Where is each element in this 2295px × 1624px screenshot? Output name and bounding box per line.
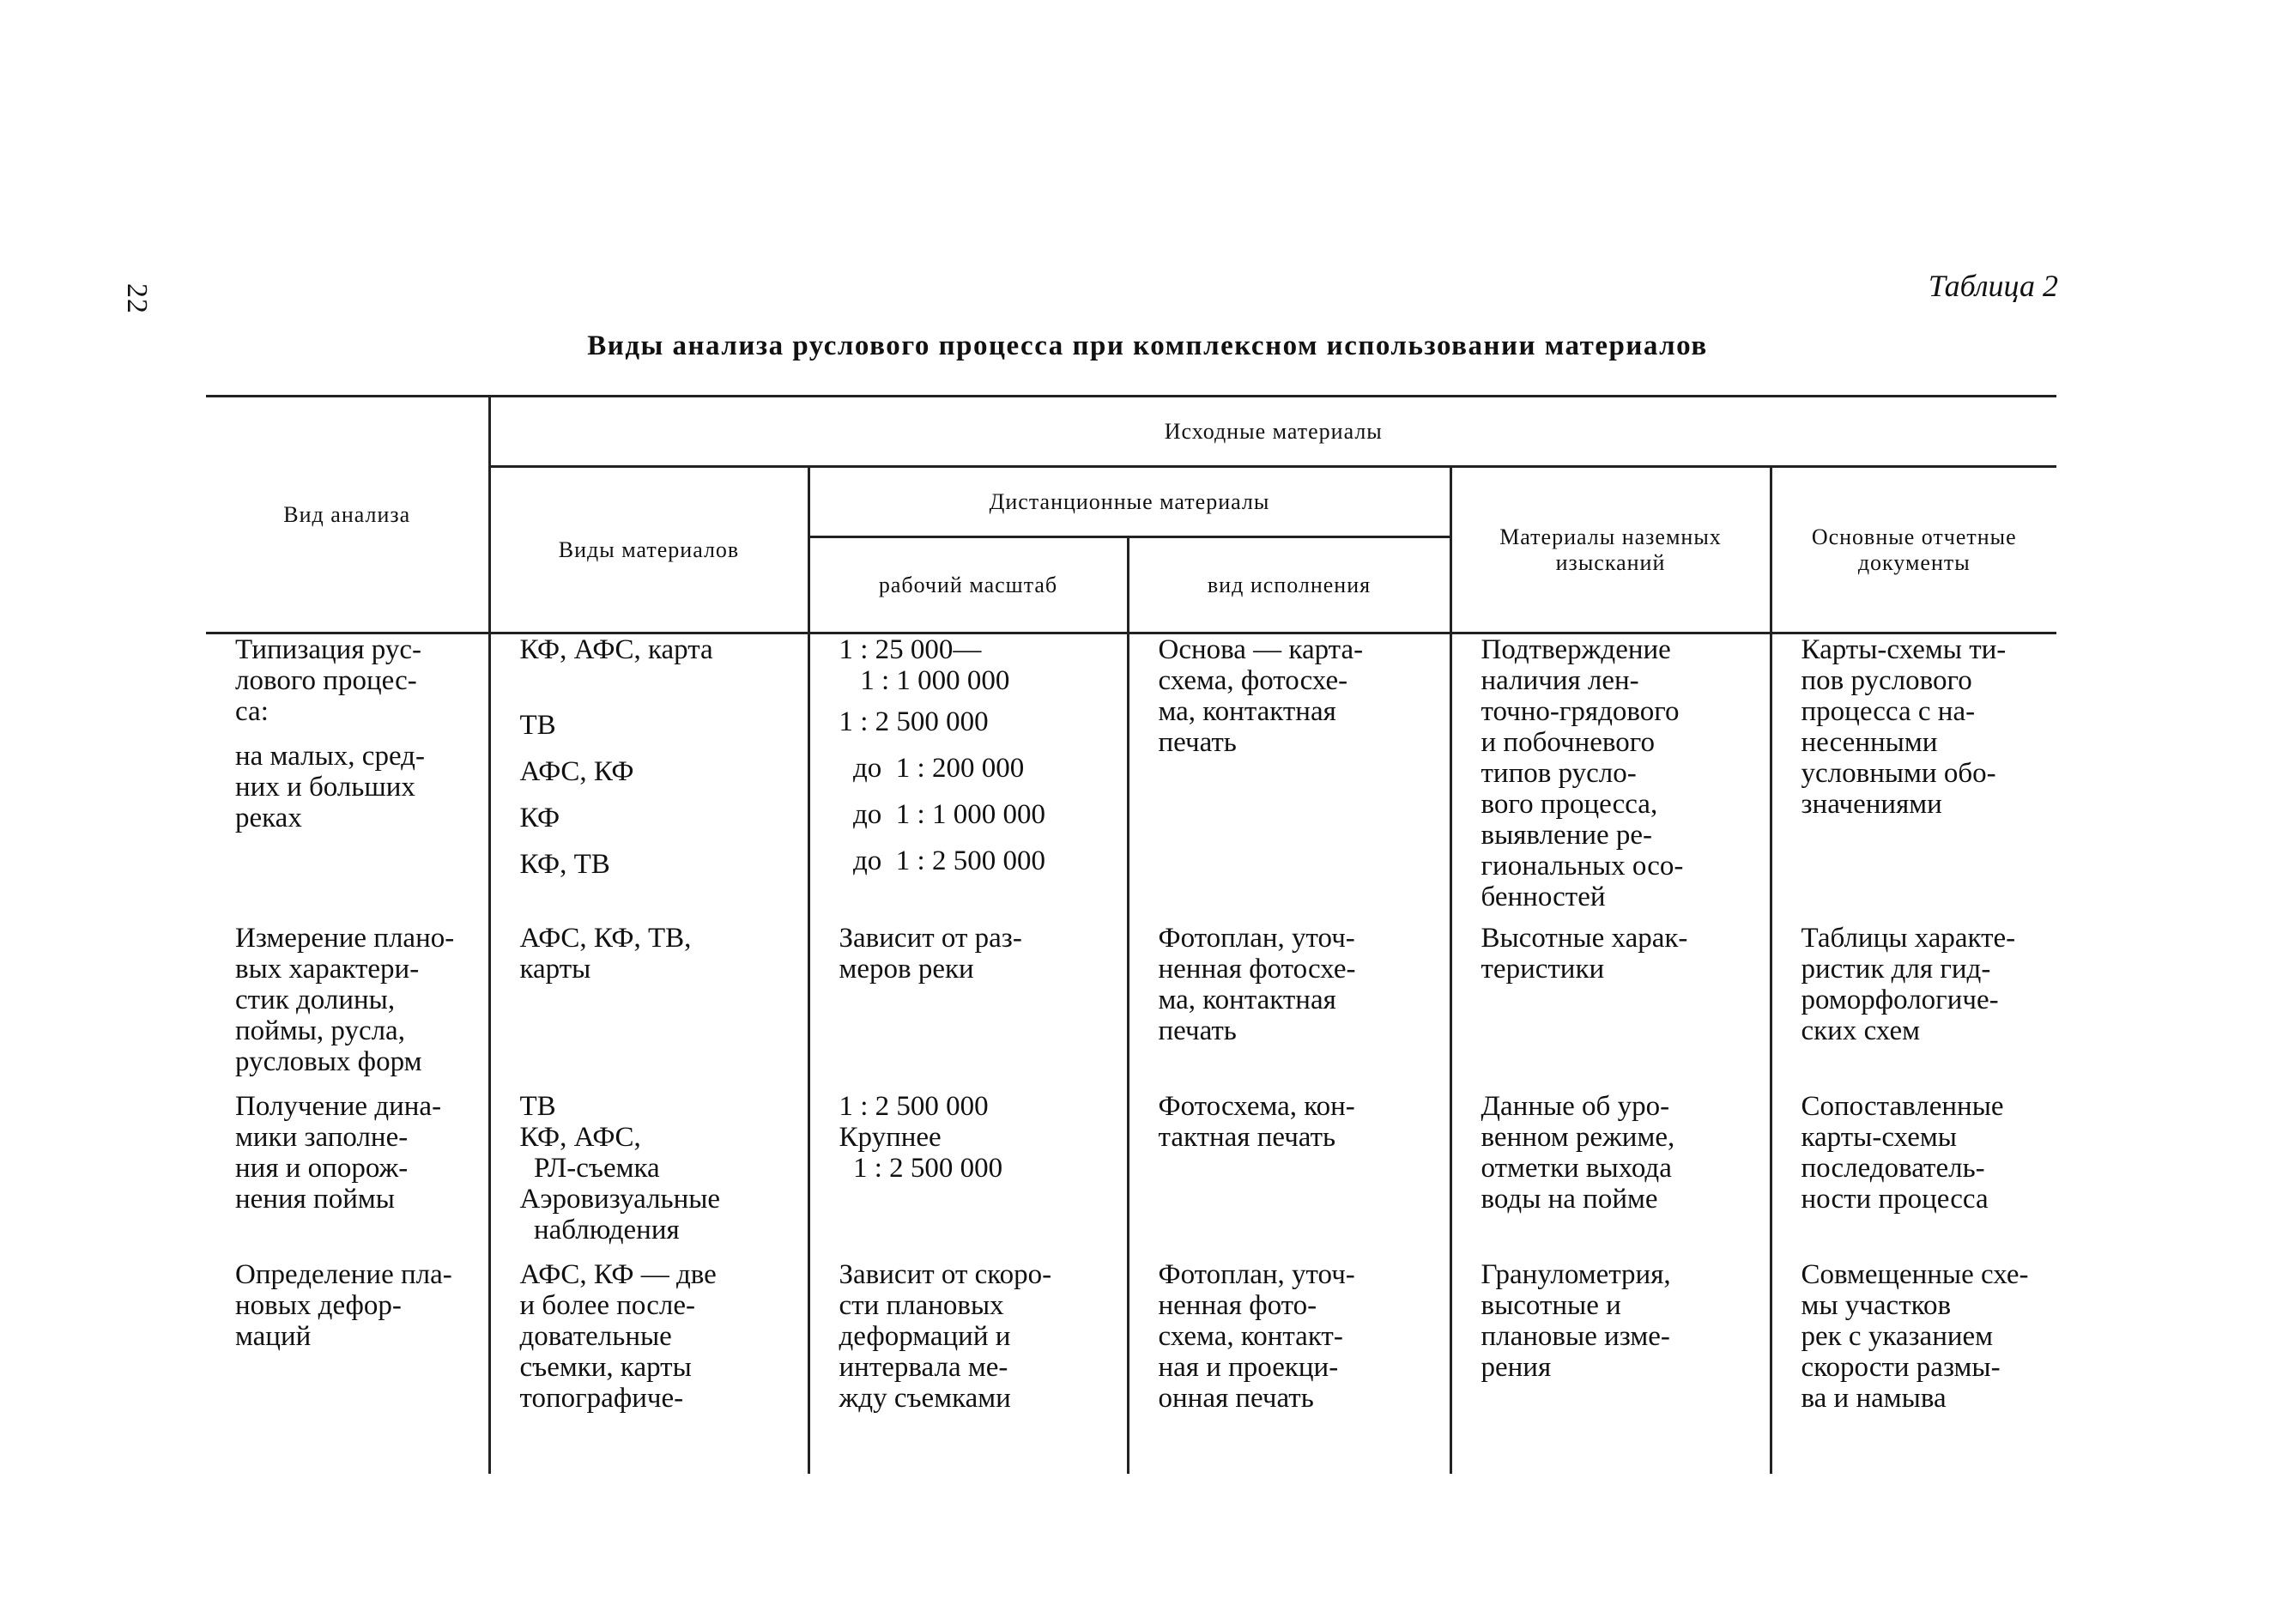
text-line: Совмещенные схе- [1801,1259,2029,1290]
text-line: бенностей [1481,882,1606,912]
text-line: стик долины, [235,985,396,1015]
text-line: отметки выхода [1481,1153,1672,1184]
text-line: топографиче- [519,1383,684,1414]
text-line: вого процесса, [1481,789,1658,820]
text-line: мики заполне- [235,1122,409,1153]
cell-materials [489,1091,808,1259]
text-line: нения поймы [235,1184,395,1215]
text-line: ния и опорож- [235,1153,409,1184]
text-line: АФС, КФ [519,756,634,787]
cell-ground [1450,923,1771,1091]
cell-execution [1128,923,1450,1091]
cell-documents [1771,923,2056,1091]
text-line: сти плановых [839,1290,1004,1321]
cell-ground [1450,1091,1771,1259]
text-line: АФС, КФ — две [519,1259,717,1290]
text-line: Типизация рус- [235,634,421,665]
text-line: мы участков [1801,1290,1952,1321]
text-line: печать [1158,1015,1237,1046]
text-line: процесса с на- [1801,696,1976,727]
text-line: них и больших [235,772,415,803]
cell-scale [808,1259,1128,1474]
text-line: Зависит от скоро- [839,1259,1052,1290]
text-line: Фотоплан, уточ- [1158,923,1355,954]
text-line: и более после- [519,1290,696,1321]
cell-execution [1128,1091,1450,1259]
header-report-docs: Основные отчетные документы [1771,467,2056,633]
table-row [206,633,2056,924]
table-row [206,923,2056,1091]
text-line: до 1 : 1 000 000 [839,799,1045,830]
text-line: съемки, карты [519,1352,692,1383]
page-number: 22 [121,283,153,314]
table-title: Виды анализа руслового процесса при комплексном использовании материалов [587,330,1708,361]
text-line: печать [1158,727,1237,758]
text-line: выявление ре- [1481,820,1653,851]
text-line: интервала ме- [839,1352,1008,1383]
text-line: са: [235,696,269,727]
header-source-materials: Исходные материалы [489,397,2056,467]
text-line: Таблицы характе- [1801,923,2016,954]
text-line: Сопоставленные [1801,1091,2004,1122]
text-line: новых дефор- [235,1290,402,1321]
text-line: Карты-схемы ти- [1801,634,2007,665]
text-line: меров реки [839,954,974,985]
header-working-scale: рабочий масштаб [808,537,1128,633]
text-line: ристик для гид- [1801,954,1991,985]
text-line: ненная фото- [1158,1290,1317,1321]
text-line: несенными [1801,727,1938,758]
cell-analysis [206,1259,489,1474]
cell-scale [808,633,1128,924]
cell-scale [808,923,1128,1091]
text-line: АФС, КФ, ТВ, [519,923,692,954]
text-line: схема, фотосхе- [1158,665,1348,696]
text-line: 1 : 25 000— [839,634,982,665]
cell-execution [1128,1259,1450,1474]
text-line: КФ, ТВ [519,849,610,880]
text-line: значениями [1801,789,1942,820]
text-line: онная печать [1158,1383,1314,1414]
header-ground-survey: Материалы наземных изысканий [1450,467,1771,633]
text-line: реках [235,803,302,833]
text-line: РЛ-съемка [519,1153,660,1184]
text-line: тактная печать [1158,1122,1336,1153]
cell-analysis [206,633,489,924]
text-line: Аэровизуальные [519,1184,721,1215]
text-line: карты-схемы [1801,1122,1957,1153]
text-line: жду съемками [839,1383,1011,1414]
text-line: 1 : 2 500 000 [839,1153,1003,1184]
text-line: поймы, русла, [235,1015,405,1046]
text-line: ских схем [1801,1015,1921,1046]
analysis-table [206,395,2056,1474]
header-analysis-type: Вид анализа [206,397,489,633]
text-line: Основа — карта- [1158,634,1364,665]
text-line: лового процес- [235,665,417,696]
text-line: венном режиме, [1481,1122,1675,1153]
text-line: Фотоплан, уточ- [1158,1259,1355,1290]
text-line: пов руслового [1801,665,1972,696]
table-row [206,1091,2056,1259]
text-line: вых характери- [235,954,420,985]
header-material-types: Виды материалов [489,467,808,633]
text-line: до 1 : 2 500 000 [839,845,1045,876]
table-row [206,1259,2056,1474]
text-line: Высотные харак- [1481,923,1688,954]
text-line: ненная фотосхе- [1158,954,1356,985]
text-line: схема, контакт- [1158,1321,1343,1352]
table-label: Таблица 2 [1928,269,2058,303]
cell-ground [1450,633,1771,924]
text-line: 1 : 2 500 000 [839,706,989,737]
cell-ground [1450,1259,1771,1474]
text-line: Данные об уро- [1481,1091,1670,1122]
text-line: ва и намыва [1801,1383,1947,1414]
cell-analysis [206,923,489,1091]
text-line: Измерение плано- [235,923,455,954]
cell-materials [489,1259,808,1474]
text-line: наблюдения [519,1215,680,1245]
cell-materials [489,923,808,1091]
text-line: плановые изме- [1481,1321,1670,1352]
text-line: рек с указанием [1801,1321,1994,1352]
text-line: роморфологиче- [1801,985,1999,1015]
text-line: ТВ [519,710,556,741]
text-line: ма, контактная [1158,985,1336,1015]
text-line: Гранулометрия, [1481,1259,1671,1290]
text-line: до 1 : 200 000 [839,753,1025,784]
text-line: КФ, АФС, [519,1122,641,1153]
text-line: ма, контактная [1158,696,1336,727]
text-line: 1 : 1 000 000 [839,665,1010,696]
text-line: наличия лен- [1481,665,1639,696]
text-line: типов русло- [1481,758,1637,789]
cell-documents [1771,633,2056,924]
text-line: скорости размы- [1801,1352,2001,1383]
text-line: карты [519,954,591,985]
text-line: маций [235,1321,312,1352]
cell-documents [1771,1091,2056,1259]
text-line: последователь- [1801,1153,1985,1184]
cell-execution [1128,633,1450,924]
text-line: рения [1481,1352,1552,1383]
text-line: Крупнее [839,1122,942,1153]
text-line: ТВ [519,1091,556,1122]
text-line: Получение дина- [235,1091,442,1122]
text-line: условными обо- [1801,758,1996,789]
cell-scale [808,1091,1128,1259]
text-line: и побочневого [1481,727,1655,758]
text-line: теристики [1481,954,1605,985]
text-line: довательные [519,1321,672,1352]
text-line: КФ, АФС, карта [519,634,713,665]
text-line: ная и проекци- [1158,1352,1339,1383]
text-line: КФ [519,803,560,833]
text-line: гиональных осо- [1481,851,1684,882]
header-execution-type: вид исполнения [1128,537,1450,633]
text-line: высотные и [1481,1290,1621,1321]
text-line: воды на пойме [1481,1184,1658,1215]
cell-analysis [206,1091,489,1259]
cell-materials [489,633,808,924]
text-line: Подтверждение [1481,634,1671,665]
text-line: Фотосхема, кон- [1158,1091,1355,1122]
header-remote-materials: Дистанционные материалы [808,467,1450,537]
text-line: русловых форм [235,1046,422,1077]
text-line: Зависит от раз- [839,923,1022,954]
text-line: 1 : 2 500 000 [839,1091,989,1122]
text-line: точно-грядового [1481,696,1680,727]
text-line: Определение пла- [235,1259,452,1290]
text-line: ности процесса [1801,1184,1989,1215]
text-line: деформаций и [839,1321,1011,1352]
cell-documents [1771,1259,2056,1474]
text-line: на малых, сред- [235,741,425,772]
